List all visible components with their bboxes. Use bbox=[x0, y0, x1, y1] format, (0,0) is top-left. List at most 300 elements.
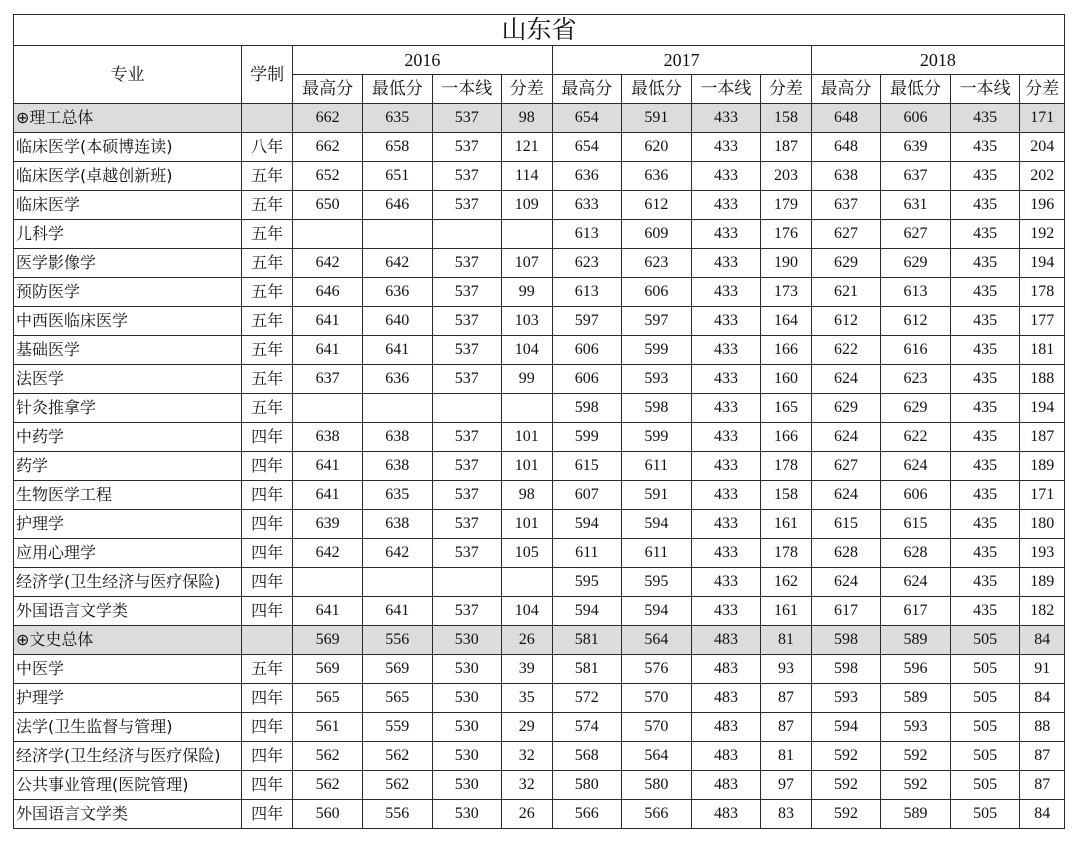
table-row bbox=[14, 162, 1065, 191]
max-score-cell: 642 bbox=[293, 539, 363, 568]
study-duration: 五年 bbox=[241, 655, 292, 684]
cutoff-line-cell: 505 bbox=[950, 626, 1020, 655]
min-score-cell: 636 bbox=[362, 278, 432, 307]
score-gap-cell: 99 bbox=[502, 278, 552, 307]
score-gap-cell: 81 bbox=[761, 626, 811, 655]
cutoff-line-cell: 483 bbox=[691, 713, 761, 742]
score-gap-cell: 190 bbox=[761, 249, 811, 278]
subheader-score-gap: 分差 bbox=[502, 75, 552, 104]
max-score-cell: 606 bbox=[552, 336, 622, 365]
major-name: 经济学(卫生经济与医疗保险) bbox=[14, 742, 242, 771]
table-row bbox=[14, 191, 1065, 220]
max-score-cell: 624 bbox=[811, 365, 881, 394]
cutoff-line-cell: 435 bbox=[950, 481, 1020, 510]
min-score-cell: 628 bbox=[881, 539, 951, 568]
max-score-cell: 574 bbox=[552, 713, 622, 742]
cutoff-line-cell: 537 bbox=[432, 510, 502, 539]
cutoff-line-cell: 505 bbox=[950, 713, 1020, 742]
min-score-cell: 570 bbox=[622, 684, 692, 713]
score-gap-cell: 87 bbox=[1020, 771, 1065, 800]
table-header bbox=[14, 15, 1065, 104]
table-row bbox=[14, 800, 1065, 829]
min-score-cell: 612 bbox=[622, 191, 692, 220]
cutoff-line-cell: 530 bbox=[432, 626, 502, 655]
cutoff-line-cell: 433 bbox=[691, 597, 761, 626]
cutoff-line-cell: 435 bbox=[950, 191, 1020, 220]
cutoff-line-cell: 537 bbox=[432, 191, 502, 220]
summary-row bbox=[14, 104, 1065, 133]
max-score-cell: 641 bbox=[293, 481, 363, 510]
max-score-cell: 650 bbox=[293, 191, 363, 220]
subheader-score-gap: 分差 bbox=[1020, 75, 1065, 104]
score-gap-cell: 171 bbox=[1020, 481, 1065, 510]
cutoff-line-cell: 537 bbox=[432, 278, 502, 307]
cutoff-line-cell: 433 bbox=[691, 568, 761, 597]
min-score-cell: 606 bbox=[881, 481, 951, 510]
score-gap-cell: 87 bbox=[1020, 742, 1065, 771]
min-score-cell: 639 bbox=[881, 133, 951, 162]
min-score-cell: 576 bbox=[622, 655, 692, 684]
major-name: 中西医临床医学 bbox=[14, 307, 242, 336]
min-score-cell: 589 bbox=[881, 800, 951, 829]
cutoff-line-cell: 483 bbox=[691, 800, 761, 829]
score-gap-cell: 192 bbox=[1020, 220, 1065, 249]
score-gap-cell bbox=[502, 568, 552, 597]
min-score-cell: 599 bbox=[622, 423, 692, 452]
score-gap-cell: 35 bbox=[502, 684, 552, 713]
max-score-cell: 629 bbox=[811, 249, 881, 278]
min-score-cell: 609 bbox=[622, 220, 692, 249]
max-score-cell: 629 bbox=[811, 394, 881, 423]
cutoff-line-cell: 433 bbox=[691, 307, 761, 336]
cutoff-line-cell: 530 bbox=[432, 800, 502, 829]
min-score-cell: 615 bbox=[881, 510, 951, 539]
table-row bbox=[14, 220, 1065, 249]
min-score-cell: 627 bbox=[881, 220, 951, 249]
max-score-cell: 641 bbox=[293, 452, 363, 481]
cutoff-line-cell: 435 bbox=[950, 597, 1020, 626]
max-score-cell: 621 bbox=[811, 278, 881, 307]
min-score-cell: 598 bbox=[622, 394, 692, 423]
score-gap-cell: 109 bbox=[502, 191, 552, 220]
min-score-cell: 559 bbox=[362, 713, 432, 742]
score-gap-cell: 87 bbox=[761, 713, 811, 742]
year-header-2016: 2016 bbox=[293, 46, 552, 75]
study-duration: 五年 bbox=[241, 336, 292, 365]
major-name: 药学 bbox=[14, 452, 242, 481]
subheader-min-score: 最低分 bbox=[881, 75, 951, 104]
min-score-cell: 616 bbox=[881, 336, 951, 365]
min-score-cell: 636 bbox=[622, 162, 692, 191]
max-score-cell: 627 bbox=[811, 452, 881, 481]
max-score-cell: 598 bbox=[811, 655, 881, 684]
major-name: 医学影像学 bbox=[14, 249, 242, 278]
cutoff-line-cell: 483 bbox=[691, 655, 761, 684]
cutoff-line-cell: 483 bbox=[691, 684, 761, 713]
major-name: 儿科学 bbox=[14, 220, 242, 249]
cutoff-line-cell: 530 bbox=[432, 771, 502, 800]
min-score-cell: 562 bbox=[362, 771, 432, 800]
cutoff-line-cell: 433 bbox=[691, 539, 761, 568]
cutoff-line-cell: 435 bbox=[950, 133, 1020, 162]
max-score-cell: 612 bbox=[811, 307, 881, 336]
cutoff-line-cell: 435 bbox=[950, 104, 1020, 133]
min-score-cell: 594 bbox=[622, 597, 692, 626]
major-column-header: 专业 bbox=[14, 46, 242, 104]
min-score-cell: 596 bbox=[881, 655, 951, 684]
min-score-cell: 593 bbox=[622, 365, 692, 394]
score-gap-cell: 101 bbox=[502, 510, 552, 539]
min-score-cell: 599 bbox=[622, 336, 692, 365]
score-gap-cell: 164 bbox=[761, 307, 811, 336]
subheader-max-score: 最高分 bbox=[811, 75, 881, 104]
min-score-cell bbox=[362, 568, 432, 597]
table-row bbox=[14, 249, 1065, 278]
max-score-cell: 566 bbox=[552, 800, 622, 829]
major-name: 中药学 bbox=[14, 423, 242, 452]
score-gap-cell: 104 bbox=[502, 597, 552, 626]
study-duration bbox=[241, 104, 292, 133]
cutoff-line-cell: 433 bbox=[691, 423, 761, 452]
min-score-cell: 640 bbox=[362, 307, 432, 336]
score-gap-cell: 160 bbox=[761, 365, 811, 394]
max-score-cell: 598 bbox=[552, 394, 622, 423]
max-score-cell: 624 bbox=[811, 481, 881, 510]
table-row bbox=[14, 452, 1065, 481]
min-score-cell bbox=[362, 220, 432, 249]
cutoff-line-cell: 530 bbox=[432, 655, 502, 684]
score-gap-cell: 93 bbox=[761, 655, 811, 684]
min-score-cell: 612 bbox=[881, 307, 951, 336]
cutoff-line-cell: 433 bbox=[691, 481, 761, 510]
score-gap-cell: 180 bbox=[1020, 510, 1065, 539]
max-score-cell: 560 bbox=[293, 800, 363, 829]
min-score-cell: 624 bbox=[881, 452, 951, 481]
score-gap-cell: 189 bbox=[1020, 452, 1065, 481]
cutoff-line-cell: 433 bbox=[691, 133, 761, 162]
major-name: ⊕理工总体 bbox=[14, 104, 242, 133]
min-score-cell: 620 bbox=[622, 133, 692, 162]
score-gap-cell: 193 bbox=[1020, 539, 1065, 568]
max-score-cell: 592 bbox=[811, 771, 881, 800]
max-score-cell: 624 bbox=[811, 423, 881, 452]
study-duration: 五年 bbox=[241, 162, 292, 191]
score-gap-cell: 202 bbox=[1020, 162, 1065, 191]
max-score-cell: 562 bbox=[293, 742, 363, 771]
cutoff-line-cell: 530 bbox=[432, 713, 502, 742]
study-duration: 五年 bbox=[241, 278, 292, 307]
min-score-cell: 617 bbox=[881, 597, 951, 626]
score-gap-cell: 176 bbox=[761, 220, 811, 249]
max-score-cell: 624 bbox=[811, 568, 881, 597]
cutoff-line-cell: 505 bbox=[950, 800, 1020, 829]
study-duration: 四年 bbox=[241, 568, 292, 597]
table-row bbox=[14, 713, 1065, 742]
score-gap-cell: 203 bbox=[761, 162, 811, 191]
table-row bbox=[14, 771, 1065, 800]
min-score-cell: 658 bbox=[362, 133, 432, 162]
score-gap-cell: 166 bbox=[761, 336, 811, 365]
min-score-cell bbox=[362, 394, 432, 423]
max-score-cell: 652 bbox=[293, 162, 363, 191]
min-score-cell: 606 bbox=[881, 104, 951, 133]
cutoff-line-cell: 435 bbox=[950, 162, 1020, 191]
table-row bbox=[14, 481, 1065, 510]
major-name: 经济学(卫生经济与医疗保险) bbox=[14, 568, 242, 597]
major-name: 护理学 bbox=[14, 510, 242, 539]
max-score-cell: 646 bbox=[293, 278, 363, 307]
major-name: 中医学 bbox=[14, 655, 242, 684]
max-score-cell: 638 bbox=[811, 162, 881, 191]
max-score-cell: 617 bbox=[811, 597, 881, 626]
score-gap-cell: 196 bbox=[1020, 191, 1065, 220]
max-score-cell: 592 bbox=[811, 800, 881, 829]
study-duration: 四年 bbox=[241, 481, 292, 510]
max-score-cell: 597 bbox=[552, 307, 622, 336]
cutoff-line-cell: 433 bbox=[691, 394, 761, 423]
major-name: 外国语言文学类 bbox=[14, 597, 242, 626]
duration-column-header: 学制 bbox=[241, 46, 292, 104]
max-score-cell: 611 bbox=[552, 539, 622, 568]
major-name: 基础医学 bbox=[14, 336, 242, 365]
score-gap-cell: 161 bbox=[761, 597, 811, 626]
table-row bbox=[14, 742, 1065, 771]
max-score-cell bbox=[293, 220, 363, 249]
max-score-cell: 580 bbox=[552, 771, 622, 800]
table-row bbox=[14, 394, 1065, 423]
cutoff-line-cell bbox=[432, 568, 502, 597]
score-gap-cell: 181 bbox=[1020, 336, 1065, 365]
max-score-cell: 627 bbox=[811, 220, 881, 249]
cutoff-line-cell: 433 bbox=[691, 191, 761, 220]
max-score-cell: 662 bbox=[293, 104, 363, 133]
major-name: 法医学 bbox=[14, 365, 242, 394]
score-gap-cell: 97 bbox=[761, 771, 811, 800]
max-score-cell: 639 bbox=[293, 510, 363, 539]
max-score-cell: 638 bbox=[293, 423, 363, 452]
major-name: 法学(卫生监督与管理) bbox=[14, 713, 242, 742]
cutoff-line-cell: 435 bbox=[950, 249, 1020, 278]
min-score-cell: 638 bbox=[362, 452, 432, 481]
max-score-cell: 613 bbox=[552, 220, 622, 249]
max-score-cell: 615 bbox=[552, 452, 622, 481]
score-gap-cell: 178 bbox=[761, 452, 811, 481]
cutoff-line-cell: 433 bbox=[691, 162, 761, 191]
score-gap-cell: 81 bbox=[761, 742, 811, 771]
admission-score-table bbox=[13, 14, 1065, 829]
major-name: 护理学 bbox=[14, 684, 242, 713]
score-gap-cell: 188 bbox=[1020, 365, 1065, 394]
major-name: 生物医学工程 bbox=[14, 481, 242, 510]
score-gap-cell: 178 bbox=[761, 539, 811, 568]
min-score-cell: 637 bbox=[881, 162, 951, 191]
cutoff-line-cell bbox=[432, 394, 502, 423]
min-score-cell: 556 bbox=[362, 626, 432, 655]
subheader-min-score: 最低分 bbox=[622, 75, 692, 104]
max-score-cell: 569 bbox=[293, 626, 363, 655]
study-duration bbox=[241, 626, 292, 655]
max-score-cell: 662 bbox=[293, 133, 363, 162]
score-gap-cell: 158 bbox=[761, 104, 811, 133]
min-score-cell: 629 bbox=[881, 249, 951, 278]
min-score-cell: 642 bbox=[362, 539, 432, 568]
min-score-cell: 638 bbox=[362, 423, 432, 452]
cutoff-line-cell: 435 bbox=[950, 510, 1020, 539]
cutoff-line-cell bbox=[432, 220, 502, 249]
score-gap-cell: 84 bbox=[1020, 626, 1065, 655]
min-score-cell: 592 bbox=[881, 771, 951, 800]
table-row bbox=[14, 510, 1065, 539]
score-gap-cell: 204 bbox=[1020, 133, 1065, 162]
min-score-cell: 622 bbox=[881, 423, 951, 452]
score-gap-cell: 105 bbox=[502, 539, 552, 568]
cutoff-line-cell: 537 bbox=[432, 365, 502, 394]
cutoff-line-cell: 483 bbox=[691, 771, 761, 800]
min-score-cell: 642 bbox=[362, 249, 432, 278]
min-score-cell: 635 bbox=[362, 481, 432, 510]
min-score-cell: 623 bbox=[622, 249, 692, 278]
cutoff-line-cell: 483 bbox=[691, 742, 761, 771]
score-gap-cell bbox=[502, 394, 552, 423]
score-gap-cell: 166 bbox=[761, 423, 811, 452]
study-duration: 五年 bbox=[241, 191, 292, 220]
cutoff-line-cell: 505 bbox=[950, 771, 1020, 800]
cutoff-line-cell: 537 bbox=[432, 452, 502, 481]
score-gap-cell: 84 bbox=[1020, 684, 1065, 713]
max-score-cell: 594 bbox=[552, 510, 622, 539]
major-name: 临床医学(本硕博连读) bbox=[14, 133, 242, 162]
max-score-cell: 594 bbox=[552, 597, 622, 626]
min-score-cell: 597 bbox=[622, 307, 692, 336]
score-gap-cell: 26 bbox=[502, 626, 552, 655]
score-gap-cell: 114 bbox=[502, 162, 552, 191]
score-gap-cell: 26 bbox=[502, 800, 552, 829]
study-duration: 五年 bbox=[241, 307, 292, 336]
study-duration: 五年 bbox=[241, 220, 292, 249]
min-score-cell: 651 bbox=[362, 162, 432, 191]
study-duration: 四年 bbox=[241, 597, 292, 626]
max-score-cell: 607 bbox=[552, 481, 622, 510]
min-score-cell: 593 bbox=[881, 713, 951, 742]
max-score-cell: 642 bbox=[293, 249, 363, 278]
min-score-cell: 623 bbox=[881, 365, 951, 394]
score-gap-cell: 182 bbox=[1020, 597, 1065, 626]
cutoff-line-cell: 435 bbox=[950, 394, 1020, 423]
study-duration: 四年 bbox=[241, 423, 292, 452]
min-score-cell: 641 bbox=[362, 336, 432, 365]
score-gap-cell: 101 bbox=[502, 452, 552, 481]
major-name: 应用心理学 bbox=[14, 539, 242, 568]
subheader-cutoff-line: 一本线 bbox=[950, 75, 1020, 104]
score-gap-cell: 83 bbox=[761, 800, 811, 829]
subheader-score-gap: 分差 bbox=[761, 75, 811, 104]
study-duration: 四年 bbox=[241, 771, 292, 800]
subheader-min-score: 最低分 bbox=[362, 75, 432, 104]
cutoff-line-cell: 433 bbox=[691, 365, 761, 394]
title-row bbox=[14, 15, 1065, 46]
score-gap-cell: 99 bbox=[502, 365, 552, 394]
max-score-cell: 648 bbox=[811, 104, 881, 133]
score-gap-cell: 187 bbox=[1020, 423, 1065, 452]
max-score-cell: 633 bbox=[552, 191, 622, 220]
score-gap-cell: 173 bbox=[761, 278, 811, 307]
max-score-cell: 561 bbox=[293, 713, 363, 742]
cutoff-line-cell: 435 bbox=[950, 336, 1020, 365]
cutoff-line-cell: 537 bbox=[432, 162, 502, 191]
table-row bbox=[14, 307, 1065, 336]
cutoff-line-cell: 433 bbox=[691, 452, 761, 481]
cutoff-line-cell: 530 bbox=[432, 742, 502, 771]
score-gap-cell: 98 bbox=[502, 104, 552, 133]
max-score-cell: 562 bbox=[293, 771, 363, 800]
score-gap-cell: 104 bbox=[502, 336, 552, 365]
min-score-cell: 629 bbox=[881, 394, 951, 423]
cutoff-line-cell: 530 bbox=[432, 684, 502, 713]
cutoff-line-cell: 435 bbox=[950, 452, 1020, 481]
min-score-cell: 636 bbox=[362, 365, 432, 394]
min-score-cell: 591 bbox=[622, 104, 692, 133]
max-score-cell: 593 bbox=[811, 684, 881, 713]
cutoff-line-cell: 537 bbox=[432, 336, 502, 365]
cutoff-line-cell: 435 bbox=[950, 365, 1020, 394]
score-gap-cell: 171 bbox=[1020, 104, 1065, 133]
score-gap-cell: 158 bbox=[761, 481, 811, 510]
study-duration: 八年 bbox=[241, 133, 292, 162]
study-duration: 五年 bbox=[241, 394, 292, 423]
max-score-cell: 581 bbox=[552, 626, 622, 655]
max-score-cell: 598 bbox=[811, 626, 881, 655]
max-score-cell: 648 bbox=[811, 133, 881, 162]
score-gap-cell: 87 bbox=[761, 684, 811, 713]
score-gap-cell: 194 bbox=[1020, 394, 1065, 423]
score-gap-cell: 179 bbox=[761, 191, 811, 220]
major-name: ⊕文史总体 bbox=[14, 626, 242, 655]
min-score-cell: 613 bbox=[881, 278, 951, 307]
table-row bbox=[14, 278, 1065, 307]
min-score-cell: 592 bbox=[881, 742, 951, 771]
max-score-cell: 594 bbox=[811, 713, 881, 742]
min-score-cell: 564 bbox=[622, 626, 692, 655]
table-row bbox=[14, 655, 1065, 684]
score-gap-cell: 162 bbox=[761, 568, 811, 597]
max-score-cell: 637 bbox=[293, 365, 363, 394]
major-name: 临床医学 bbox=[14, 191, 242, 220]
table-row bbox=[14, 336, 1065, 365]
min-score-cell: 635 bbox=[362, 104, 432, 133]
min-score-cell: 556 bbox=[362, 800, 432, 829]
table-row bbox=[14, 568, 1065, 597]
year-header-row bbox=[14, 46, 1065, 75]
cutoff-line-cell: 435 bbox=[950, 307, 1020, 336]
cutoff-line-cell: 537 bbox=[432, 481, 502, 510]
score-gap-cell: 32 bbox=[502, 771, 552, 800]
cutoff-line-cell: 505 bbox=[950, 655, 1020, 684]
min-score-cell: 594 bbox=[622, 510, 692, 539]
max-score-cell bbox=[293, 394, 363, 423]
table-row bbox=[14, 365, 1065, 394]
major-name: 临床医学(卓越创新班) bbox=[14, 162, 242, 191]
max-score-cell: 637 bbox=[811, 191, 881, 220]
min-score-cell: 624 bbox=[881, 568, 951, 597]
min-score-cell: 589 bbox=[881, 684, 951, 713]
study-duration: 四年 bbox=[241, 684, 292, 713]
min-score-cell: 611 bbox=[622, 539, 692, 568]
subheader-cutoff-line: 一本线 bbox=[691, 75, 761, 104]
study-duration: 四年 bbox=[241, 539, 292, 568]
cutoff-line-cell: 537 bbox=[432, 423, 502, 452]
min-score-cell: 606 bbox=[622, 278, 692, 307]
min-score-cell: 646 bbox=[362, 191, 432, 220]
